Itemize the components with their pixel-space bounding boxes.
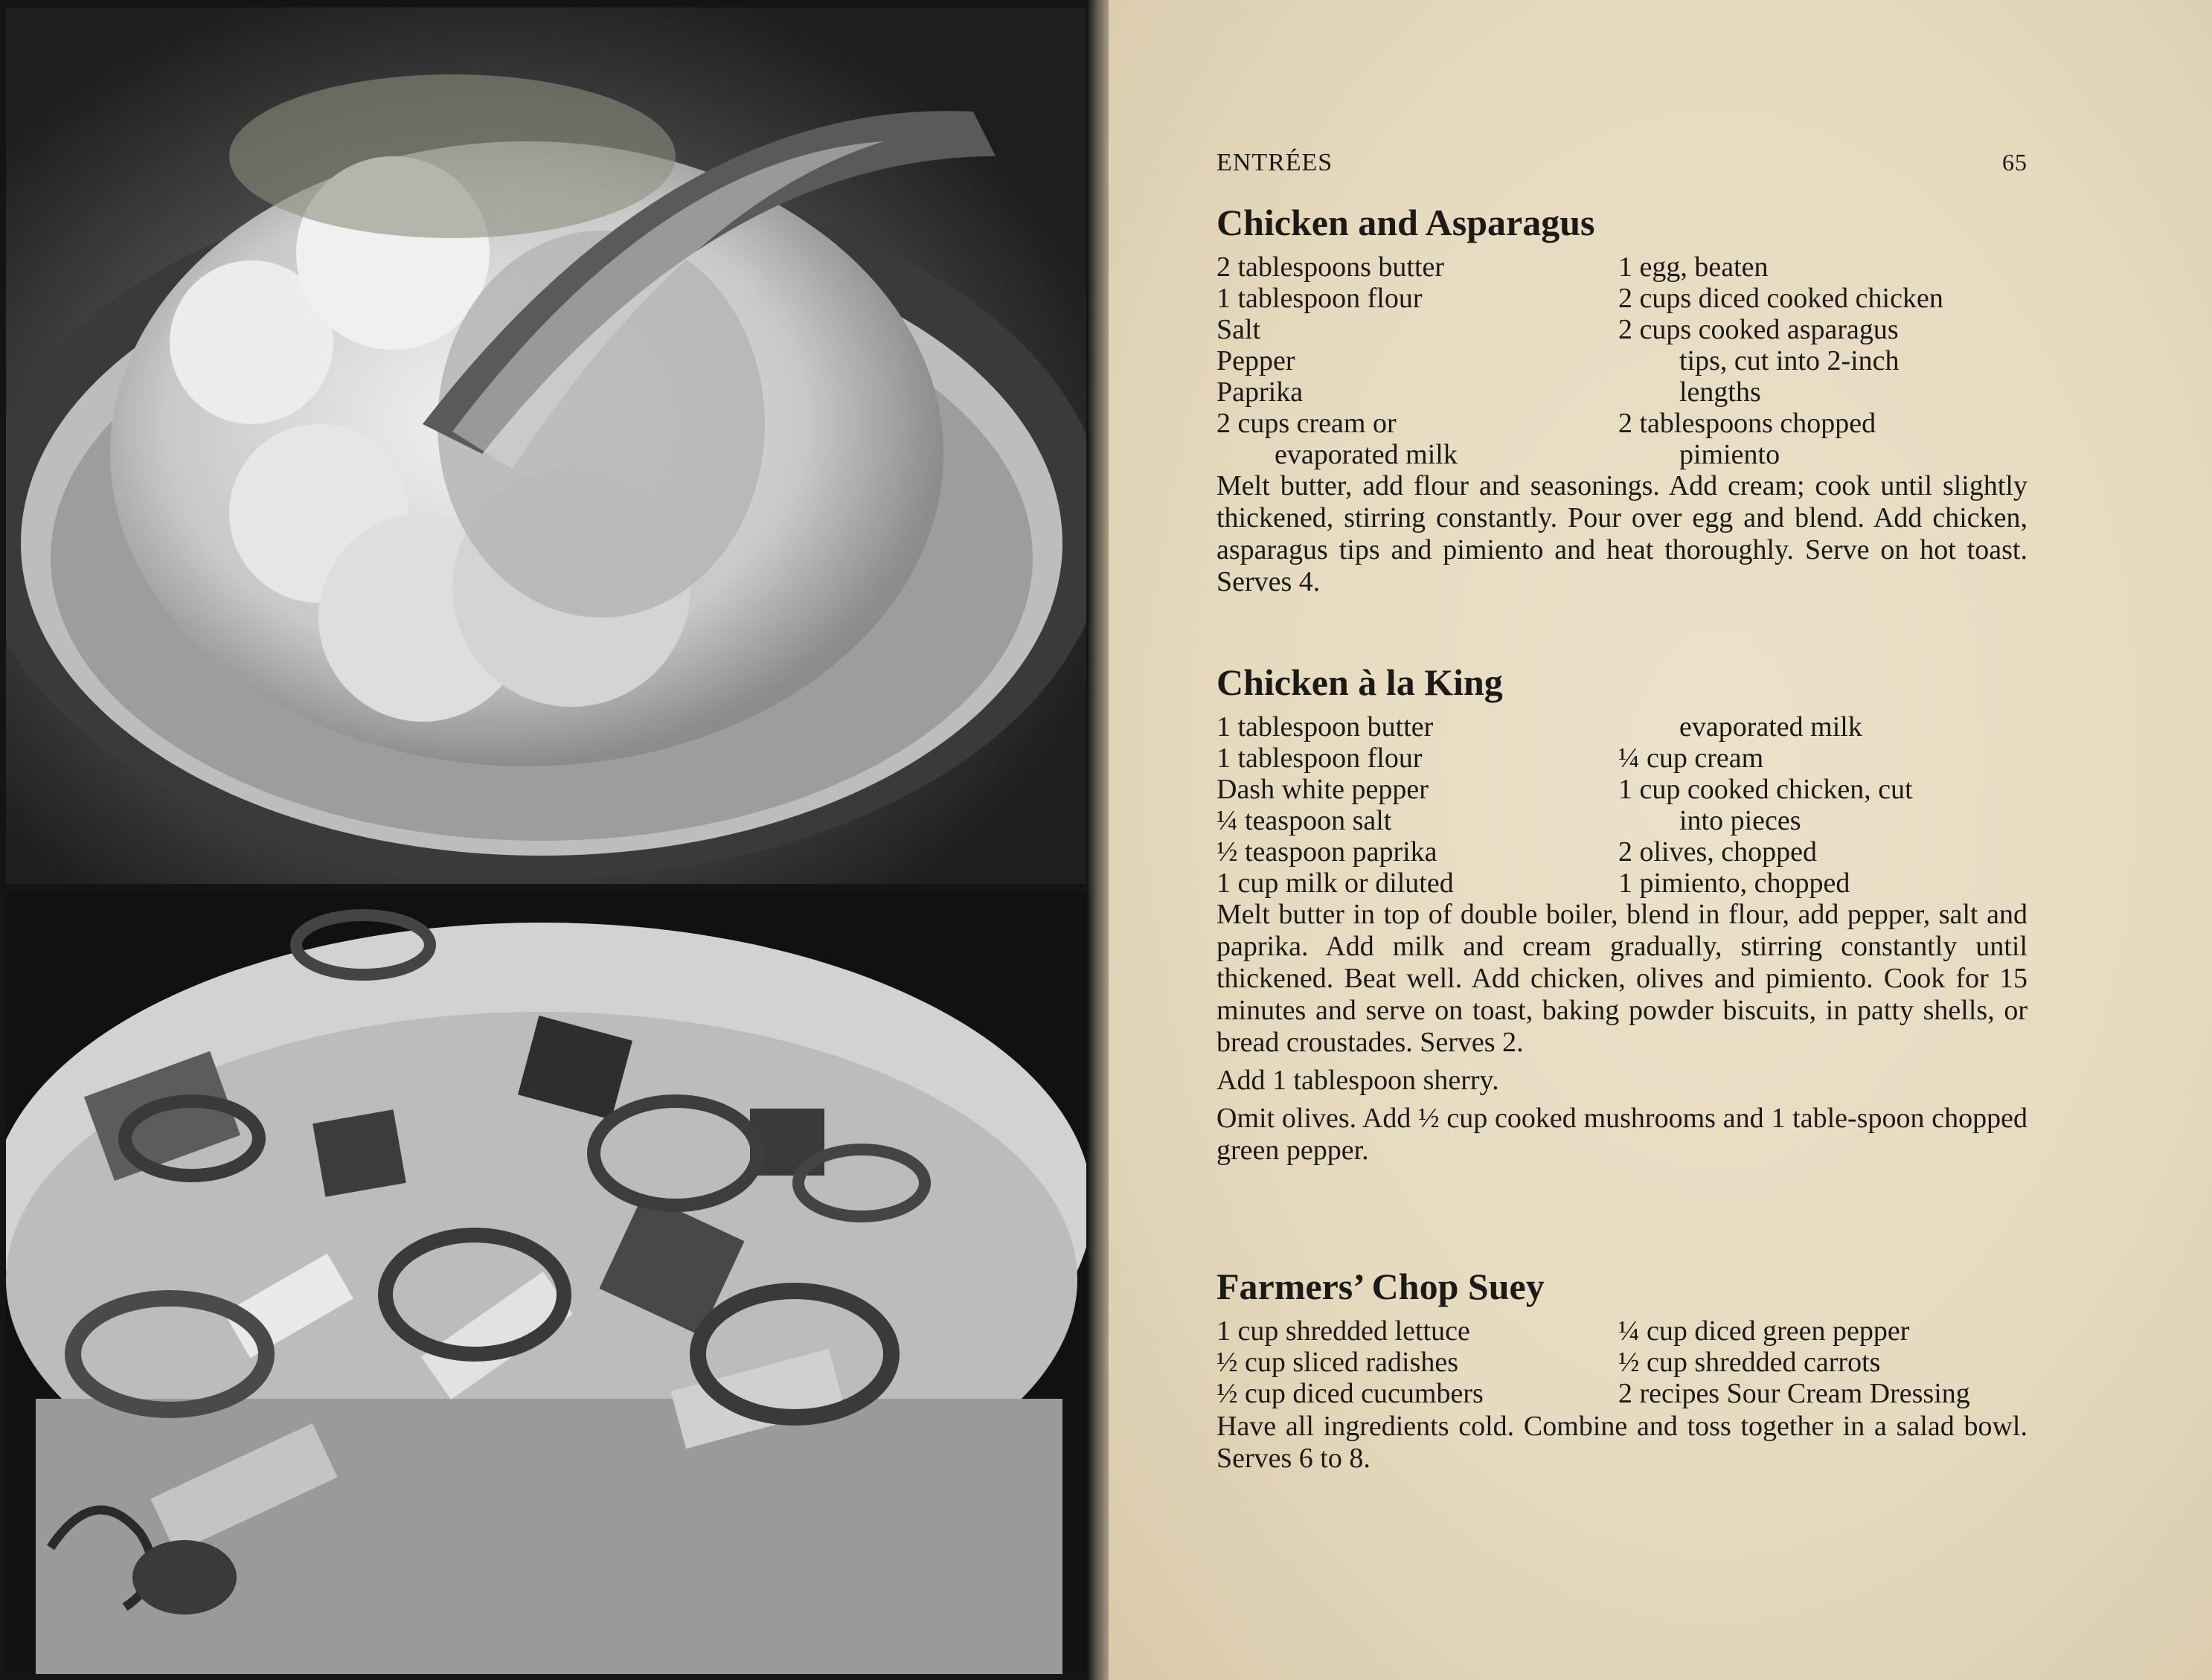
ingredient-line: ¼ teaspoon salt bbox=[1216, 805, 1392, 836]
ingredient-column-left bbox=[1216, 711, 1618, 899]
cauliflower-photo bbox=[6, 7, 1086, 884]
ingredient-line: 2 recipes Sour Cream Dressing bbox=[1618, 1378, 1970, 1409]
text-page bbox=[1109, 0, 2212, 1680]
creamed-vegetables-image bbox=[6, 893, 1086, 1674]
ingredient-line: evaporated milk bbox=[1679, 711, 1862, 743]
ingredient-column-right bbox=[1618, 711, 2035, 899]
ingredient-line: 1 cup cooked chicken, cut bbox=[1618, 774, 1913, 805]
photo-page bbox=[0, 0, 1094, 1680]
ingredient-line: 2 cups cooked asparagus bbox=[1618, 314, 1899, 345]
ingredient-line: evaporated milk bbox=[1275, 439, 1458, 470]
recipe-title: Chicken and Asparagus bbox=[1216, 202, 1595, 243]
ingredient-line: ¼ cup cream bbox=[1618, 743, 1764, 774]
ingredient-list bbox=[1216, 1315, 2027, 1411]
section-title: ENTRÉES bbox=[1216, 149, 1333, 176]
ingredient-column-right bbox=[1618, 1315, 2035, 1409]
running-head bbox=[1216, 149, 2027, 185]
recipe-method: Melt butter in top of double boiler, blend in flour, add pepper, salt and paprika. Add milk and cream gradually, stirring constantly until thickened. Beat well. Add chicken, olives and pimiento. Cook for 15 minutes and serve on toast, baking powder biscuits, in patty shells, or bread croustades. Serves 2. bbox=[1216, 899, 2027, 1058]
ingredient-line: 1 tablespoon butter bbox=[1216, 711, 1434, 743]
ingredient-line: 1 cup milk or diluted bbox=[1216, 868, 1454, 899]
ingredient-line: into pieces bbox=[1679, 805, 1801, 836]
ingredient-line: Dash white pepper bbox=[1216, 774, 1429, 805]
ingredient-line: ½ cup shredded carrots bbox=[1618, 1347, 1881, 1378]
creamed-vegetables-photo bbox=[6, 893, 1086, 1674]
recipe-chicken-and-asparagus bbox=[1216, 201, 2027, 598]
page-number: 65 bbox=[2002, 149, 2027, 176]
recipe-variation: Add 1 tablespoon sherry. bbox=[1216, 1065, 1499, 1096]
ingredient-line: ½ cup diced cucumbers bbox=[1216, 1378, 1484, 1409]
ingredient-line: 1 tablespoon flour bbox=[1216, 283, 1423, 314]
recipe-method: Melt butter, add flour and seasonings. Add cream; cook until slightly thickened, stirring constantly. Pour over egg and blend. Add chicken, asparagus tips and pimiento and heat thoroughly. Serve on hot toast. Serves 4. bbox=[1216, 470, 2027, 597]
ingredient-line: tips, cut into 2-inch bbox=[1679, 345, 1900, 376]
ingredient-line: 2 tablespoons chopped bbox=[1618, 408, 1876, 439]
ingredient-line: Pepper bbox=[1216, 345, 1295, 376]
ingredient-line: 2 olives, chopped bbox=[1618, 836, 1818, 868]
ingredient-line: 1 pimiento, chopped bbox=[1618, 868, 1850, 899]
ingredient-list bbox=[1216, 251, 2027, 470]
ingredient-line: 1 cup shredded lettuce bbox=[1216, 1315, 1470, 1347]
recipe-farmers-chop-suey bbox=[1216, 1265, 2027, 1475]
ingredient-line: ½ cup sliced radishes bbox=[1216, 1347, 1459, 1378]
ingredient-line: lengths bbox=[1679, 376, 1761, 408]
ingredient-line: pimiento bbox=[1679, 439, 1780, 470]
ingredient-line: 1 egg, beaten bbox=[1618, 251, 1769, 283]
cauliflower-image bbox=[6, 7, 1086, 884]
ingredient-line: 2 tablespoons butter bbox=[1216, 251, 1445, 283]
recipe-method: Have all ingredients cold. Combine and toss together in a salad bowl. Serves 6 to 8. bbox=[1216, 1411, 2027, 1474]
recipe-title: Chicken à la King bbox=[1216, 661, 1503, 703]
ingredient-column-right bbox=[1618, 251, 2035, 470]
ingredient-line: ½ teaspoon paprika bbox=[1216, 836, 1437, 868]
ingredient-line: Salt bbox=[1216, 314, 1261, 345]
recipe-variation: Omit olives. Add ½ cup cooked mushrooms and 1 table-spoon chopped green pepper. bbox=[1216, 1103, 2027, 1166]
ingredient-line: 2 cups diced cooked chicken bbox=[1618, 283, 1943, 314]
ingredient-line: 2 cups cream or bbox=[1216, 408, 1397, 439]
recipe-chicken-a-la-king bbox=[1216, 661, 2027, 1167]
recipe-title: Farmers’ Chop Suey bbox=[1216, 1266, 1545, 1307]
ingredient-line: Paprika bbox=[1216, 376, 1304, 408]
ingredient-line: ¼ cup diced green pepper bbox=[1618, 1315, 1910, 1347]
ingredient-line: 1 tablespoon flour bbox=[1216, 743, 1423, 774]
ingredient-column-left bbox=[1216, 251, 1618, 470]
ingredient-column-left bbox=[1216, 1315, 1618, 1409]
ingredient-list bbox=[1216, 711, 2027, 899]
